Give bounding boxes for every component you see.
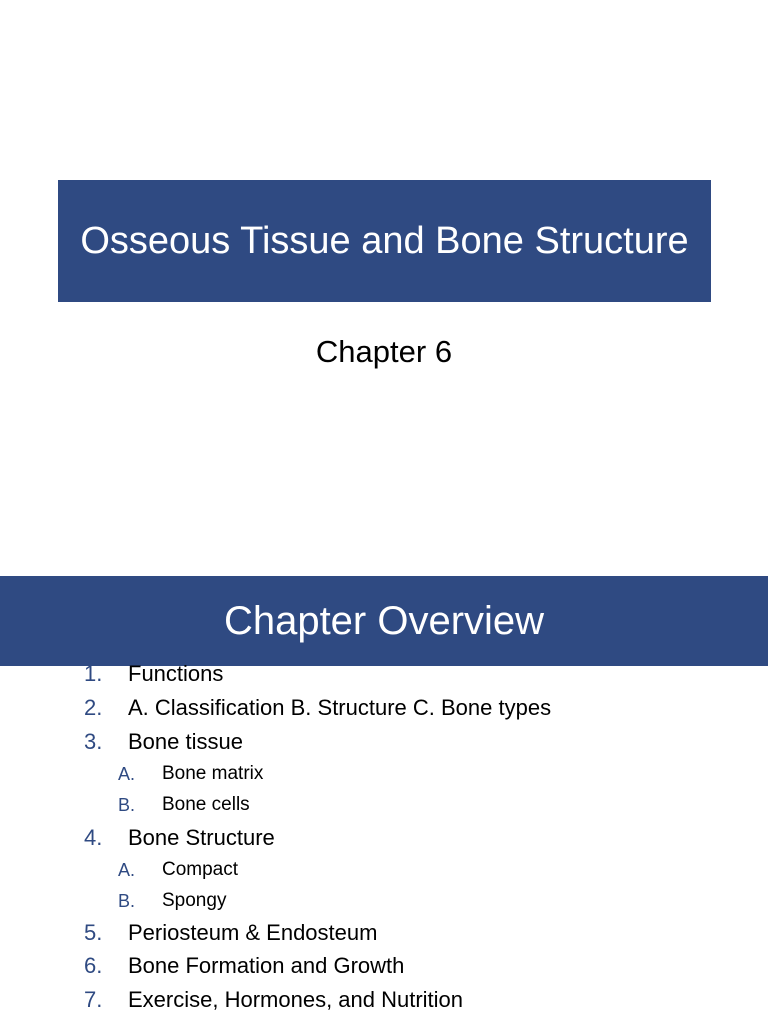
outline-text: Bone Structure bbox=[128, 825, 275, 850]
outline-marker: 7. bbox=[84, 987, 103, 1012]
outline-text: Bone cells bbox=[162, 794, 250, 815]
outline-text: Functions bbox=[128, 661, 224, 686]
slide-subtitle: Chapter 6 bbox=[315, 334, 453, 369]
outline-marker: A. bbox=[118, 763, 136, 784]
outline-marker: B. bbox=[118, 794, 136, 815]
outline-text: Periosteum & Endosteum bbox=[128, 920, 378, 945]
outline-marker: 5. bbox=[84, 920, 103, 945]
outline-text: Bone matrix bbox=[162, 763, 264, 784]
outline-marker: 4. bbox=[84, 825, 103, 850]
outline-marker: 3. bbox=[84, 729, 103, 754]
outline-text: Bone tissue bbox=[128, 729, 243, 754]
outline-marker: B. bbox=[118, 890, 136, 911]
outline-marker: 6. bbox=[84, 953, 103, 978]
outline-marker: 2. bbox=[84, 695, 103, 720]
outline-text: A. Classification B. Structure C. Bone types bbox=[128, 695, 552, 720]
overview-heading: Chapter Overview bbox=[223, 598, 545, 643]
outline-text: Spongy bbox=[162, 890, 227, 911]
overview-header-banner bbox=[0, 576, 768, 666]
outline-marker: 1. bbox=[84, 661, 103, 686]
slide-title: Osseous Tissue and Bone Structure bbox=[80, 220, 689, 262]
outline-text: Compact bbox=[162, 859, 239, 880]
outline-marker: A. bbox=[118, 859, 136, 880]
title-banner bbox=[58, 180, 711, 302]
overview-slide bbox=[0, 576, 768, 1024]
outline-text: Bone Formation and Growth bbox=[128, 953, 405, 978]
outline-text: Exercise, Hormones, and Nutrition bbox=[128, 987, 464, 1012]
